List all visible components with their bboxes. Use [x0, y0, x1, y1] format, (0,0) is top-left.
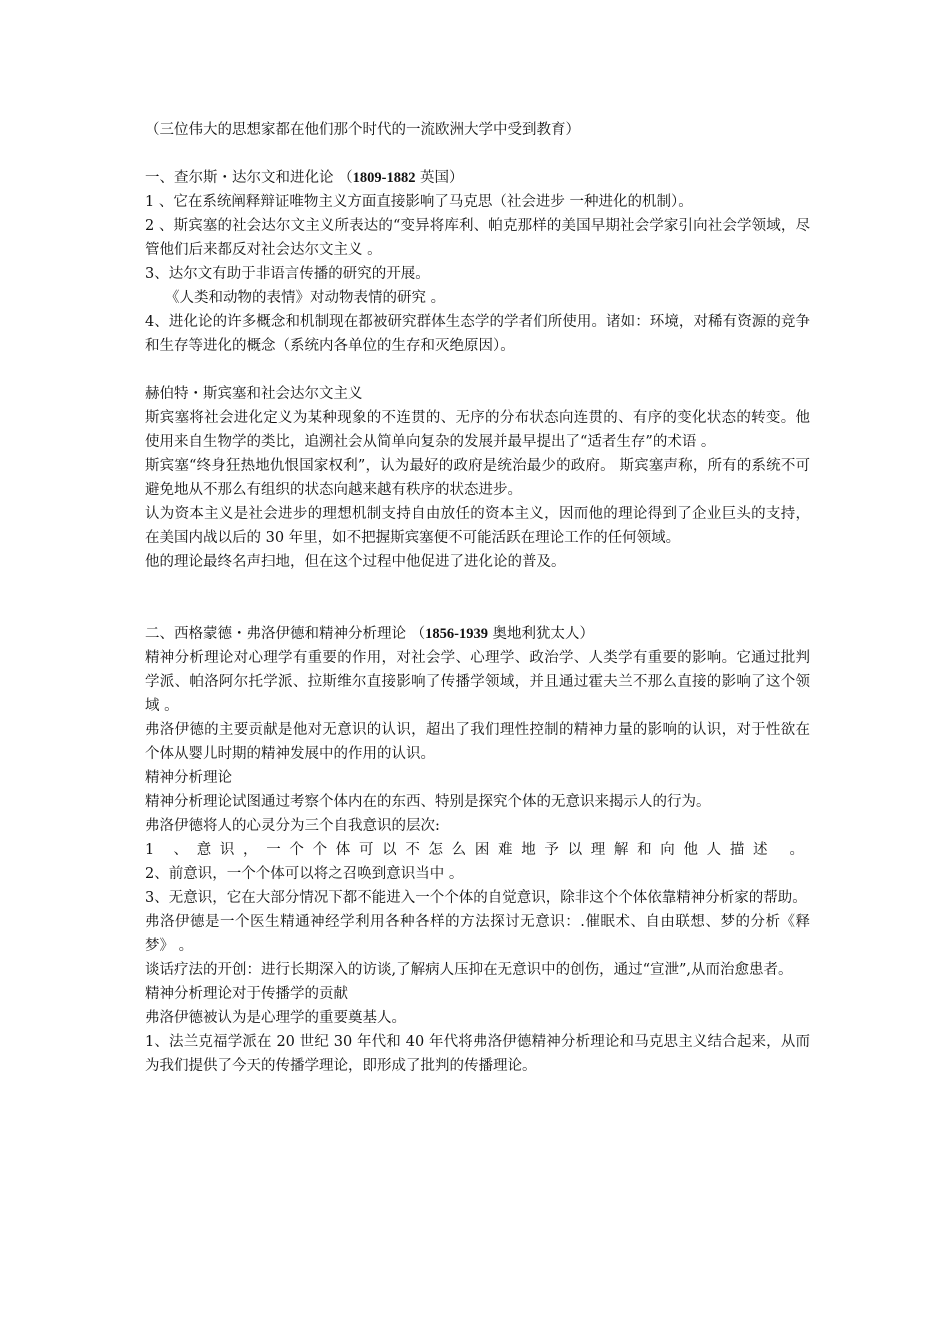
section-1-item: 4、进化论的许多概念和机制现在都被研究群体生态学的学者们所使用。诸如：环境，对稀有资源的竞争和生存等进化的概念（系统内各单位的生存和灭绝原因）。: [145, 314, 810, 354]
blank-line: [145, 574, 810, 622]
section-2-heading-tail: 奥地利犹太人）: [487, 626, 595, 642]
section-1-item: 1 、它在系统阐释辩证唯物主义方面直接影响了马克思（社会进步 一种进化的机制）。: [145, 194, 693, 210]
section-2-heading: [145, 622, 810, 646]
section-2-paragraph: 弗洛伊德是一个医生精通神经学利用各种各样的方法探讨无意识：.催眠术、自由联想、梦的分析《释梦》 。: [145, 914, 810, 954]
spencer-paragraph: 斯宾塞“终身狂热地仇恨国家权利”，认为最好的政府是统治最少的政府。 斯宾塞声称，所有的系统不可避免地从不那么有组织的状态向越来越有秩序的状态进步。: [145, 458, 810, 498]
section-2-paragraph: 1、法兰克福学派在 20 世纪 30 年代和 40 年代将弗洛伊德精神分析理论和马克思主义结合起来，从而为我们提供了今天的传播学理论，即形成了批判的传播理论。: [145, 1034, 810, 1074]
spencer-paragraph: 斯宾塞将社会进化定义为某种现象的不连贯的、无序的分布状态向连贯的、有序的变化状态的转变。他使用来自生物学的类比，追溯社会从简单向复杂的发展并最早提出了“适者生存”的术语 。: [145, 410, 810, 450]
section-2-heading-text: 二、西格蒙德・弗洛伊德和精神分析理论 （: [145, 626, 426, 642]
blank-line: [145, 142, 810, 166]
section-2-years: 1856-1939: [425, 626, 488, 642]
spencer-heading: 赫伯特・斯宾塞和社会达尔文主义: [145, 386, 363, 402]
section-2-paragraph: 谈话疗法的开创：进行长期深入的访谈,了解病人压抑在无意识中的创伤，通过“宣泄”,从而治愈患者。: [145, 962, 793, 978]
section-2-paragraph: 精神分析理论试图通过考察个体内在的东西、特别是探究个体的无意识来揭示人的行为。: [145, 794, 711, 810]
subheading: 精神分析理论: [145, 770, 232, 786]
section-1-item: 2 、斯宾塞的社会达尔文主义所表达的“变异将库利、帕克那样的美国早期社会学家引向社会学领域，尽管他们后来都反对社会达尔文主义 。: [145, 218, 810, 258]
section-1-heading-tail: 英国）: [415, 170, 464, 186]
section-1-heading: [145, 166, 810, 190]
spencer-paragraph: 认为资本主义是社会进步的理想机制支持自由放任的资本主义，因而他的理论得到了企业巨头的支持，在美国内战以后的 30 年里，如不把握斯宾塞便不可能活跃在理论工作的任何领域。: [145, 506, 810, 546]
consciousness-level-item: 1 、意识，一个个体可以不怎么困难地予以理解和向他人描述 。: [145, 842, 810, 858]
section-2-paragraph: 精神分析理论对心理学有重要的作用，对社会学、心理学、政治学、人类学有重要的影响。它通过批判学派、帕洛阿尔托学派、拉斯维尔直接影响了传播学领域，并且通过霍夫兰不那么直接的影响了这个领域 。: [145, 650, 810, 714]
consciousness-level-item: 3、无意识，它在大部分情况下都不能进入一个个体的自觉意识，除非这个个体依靠精神分析家的帮助。: [145, 890, 807, 906]
section-2-paragraph: 弗洛伊德被认为是心理学的重要奠基人。: [145, 1010, 406, 1026]
document-body: [145, 118, 810, 1078]
subheading: 精神分析理论对于传播学的贡献: [145, 986, 348, 1002]
spencer-paragraph: 他的理论最终名声扫地，但在这个过程中他促进了进化论的普及。: [145, 554, 566, 570]
section-2-paragraph: 弗洛伊德将人的心灵分为三个自我意识的层次:: [145, 818, 440, 834]
section-1-item: 3、达尔文有助于非语言传播的研究的开展。: [145, 266, 430, 282]
section-2-paragraph: 弗洛伊德的主要贡献是他对无意识的认识，超出了我们理性控制的精神力量的影响的认识，对于性欲在个体从婴儿时期的精神发展中的作用的认识。: [145, 722, 810, 762]
intro-note: （三位伟大的思想家都在他们那个时代的一流欧洲大学中受到教育）: [145, 122, 580, 138]
section-1-heading-text: 一、查尔斯・达尔文和进化论 （: [145, 170, 353, 186]
blank-line: [145, 358, 810, 382]
section-1-years: 1809-1882: [352, 170, 416, 186]
consciousness-level-item: 2、前意识，一个个体可以将之召唤到意识当中 。: [145, 866, 464, 882]
section-1-item: 《人类和动物的表情》对动物表情的研究 。: [165, 290, 446, 306]
